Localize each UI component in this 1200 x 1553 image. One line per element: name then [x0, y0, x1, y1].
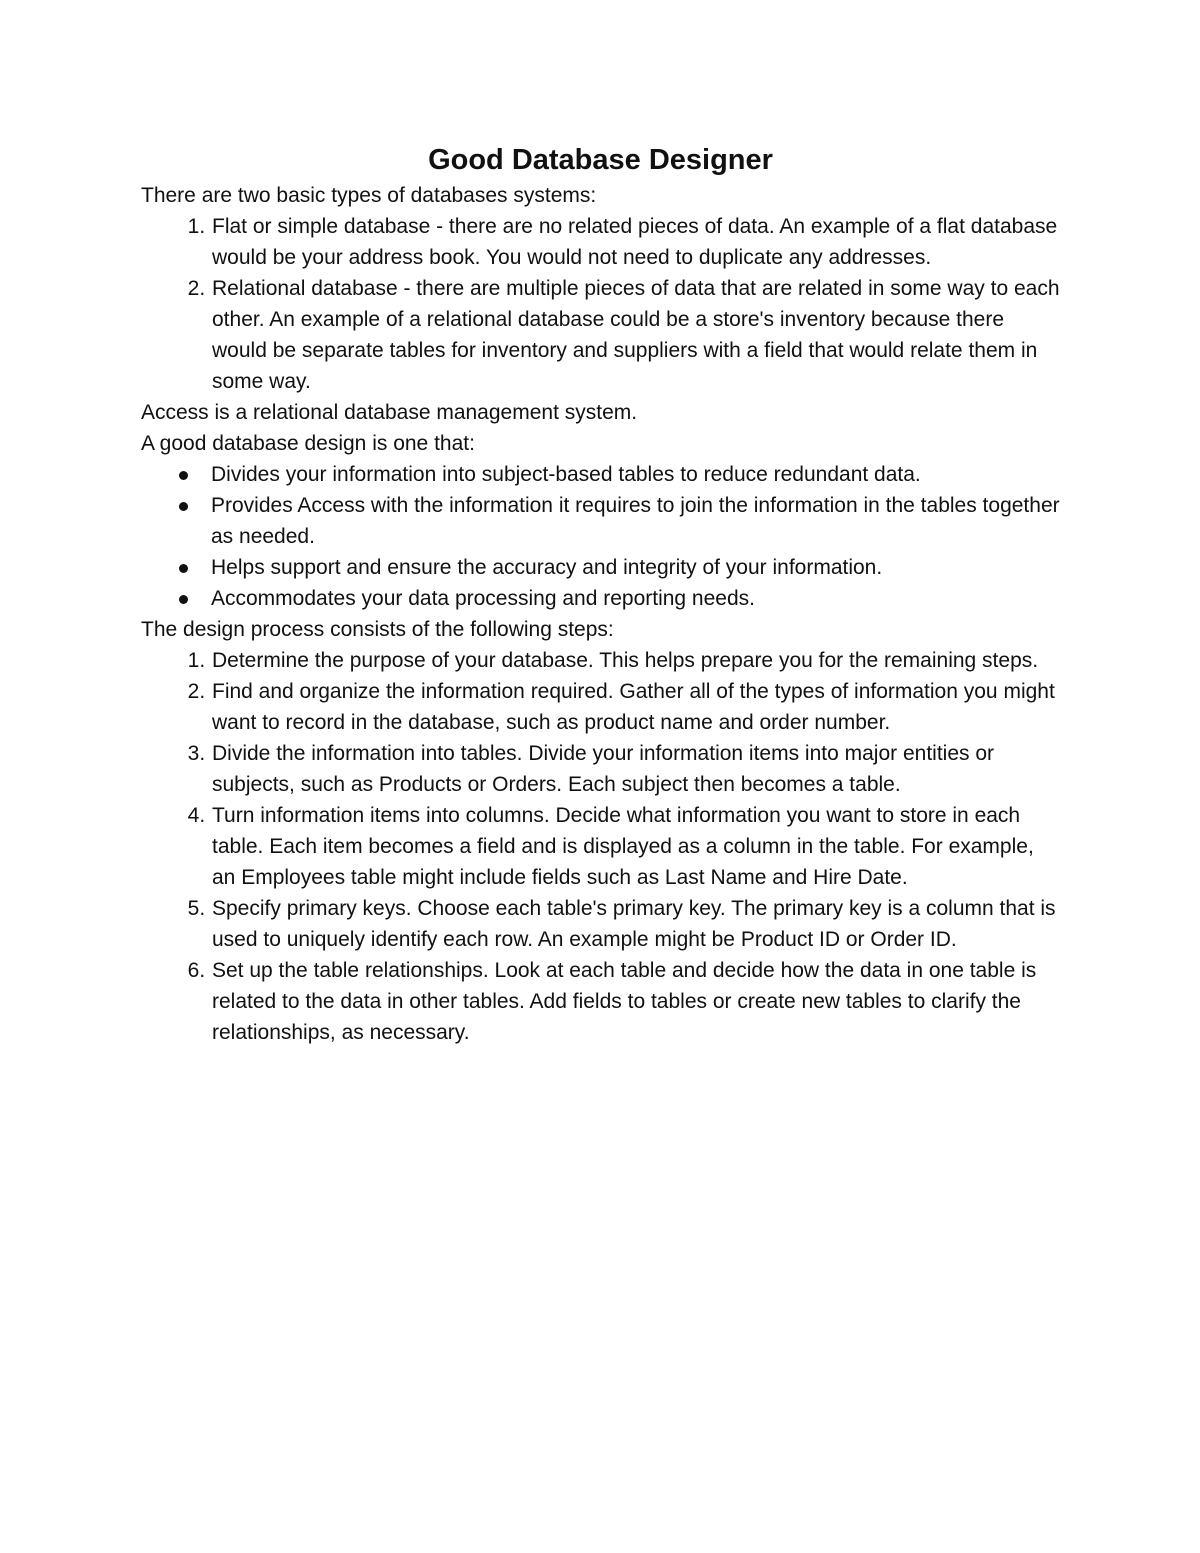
- intro-paragraph: There are two basic types of databases systems:: [141, 184, 597, 207]
- access-statement: Access is a relational database management system.: [141, 401, 638, 424]
- list-item: 2. Find and organize the information required. Gather all of the types of information you might want to record in the database, such as product name and order number.: [211, 676, 1060, 738]
- good-design-intro: A good database design is one that:: [141, 432, 475, 455]
- list-item: 3. Divide the information into tables. Divide your information items into major entities or subjects, such as Products or Orders. Each subject then becomes a table.: [211, 738, 1060, 800]
- bullet-icon: [179, 471, 188, 480]
- good-design-list: [141, 459, 1060, 614]
- list-item: Provides Access with the information it requires to join the information in the tables together as needed.: [211, 490, 1060, 552]
- database-types-list: [141, 211, 1060, 397]
- list-item: Divides your information into subject-based tables to reduce redundant data.: [211, 459, 1060, 490]
- list-item: 2. Relational database - there are multiple pieces of data that are related in some way to each other. An example of a relational database could be a store's inventory because there would be separate tables for inventory and suppliers with a field that would relate them in some way.: [211, 273, 1060, 397]
- list-item: 1. Flat or simple database - there are no related pieces of data. An example of a flat database would be your address book. You would not need to duplicate any addresses.: [211, 211, 1060, 273]
- list-item: 5. Specify primary keys. Choose each table's primary key. The primary key is a column that is used to uniquely identify each row. An example might be Product ID or Order ID.: [211, 893, 1060, 955]
- bullet-icon: [179, 502, 188, 511]
- list-item: Accommodates your data processing and reporting needs.: [211, 583, 1060, 614]
- list-item: 1. Determine the purpose of your database. This helps prepare you for the remaining steps.: [211, 645, 1060, 676]
- bullet-icon: [179, 595, 188, 604]
- list-item: 4. Turn information items into columns. Decide what information you want to store in each table. Each item becomes a field and is displayed as a column in the table. For example, an Employees table might include fields such as Last Name and Hire Date.: [211, 800, 1060, 893]
- design-steps-list: [141, 645, 1060, 1048]
- document-title: Good Database Designer: [428, 144, 773, 176]
- list-item: Helps support and ensure the accuracy and integrity of your information.: [211, 552, 1060, 583]
- list-item: 6. Set up the table relationships. Look at each table and decide how the data in one table is related to the data in other tables. Add fields to tables or create new tables to clarify the relationships, as necessary.: [211, 955, 1060, 1048]
- process-intro: The design process consists of the following steps:: [141, 618, 614, 641]
- bullet-icon: [179, 564, 188, 573]
